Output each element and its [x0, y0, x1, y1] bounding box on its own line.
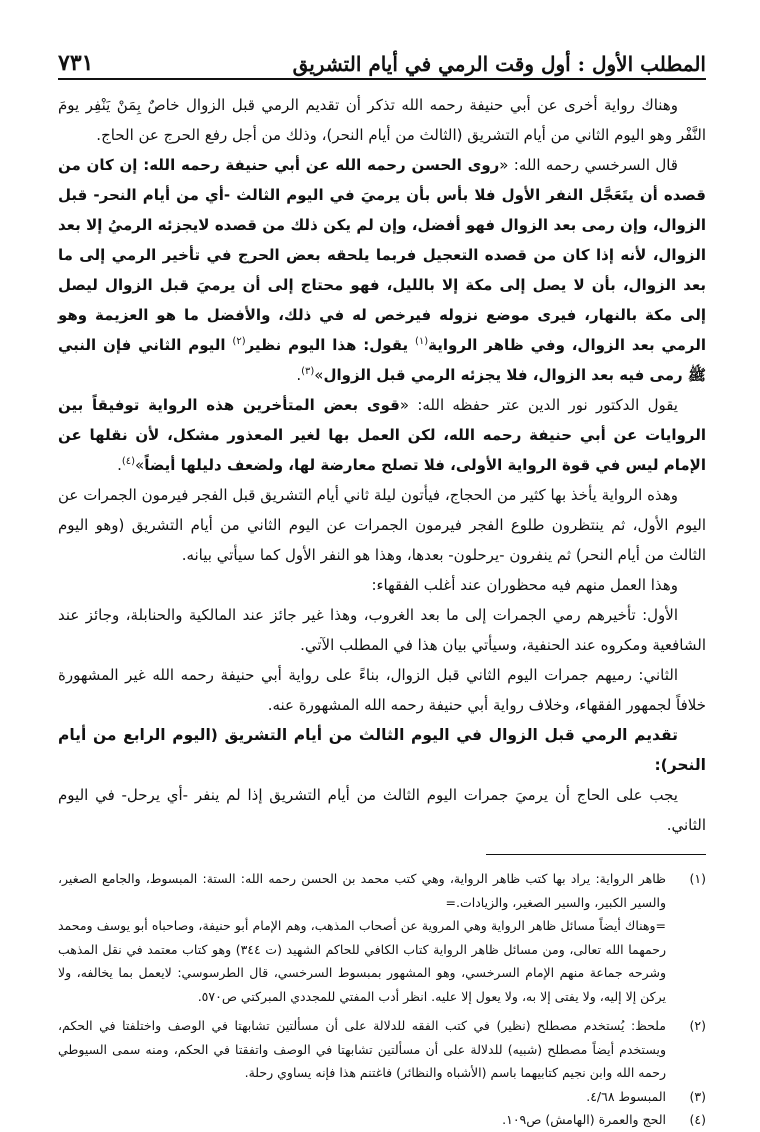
footnote-ref-4[interactable]: (٤) — [121, 456, 136, 467]
footnote-2 — [58, 1014, 706, 1085]
paragraph-7: الثاني: رميهم جمرات اليوم الثاني قبل الزوال، بناءً على رواية أبي حنيفة رحمه الله غير المشهورة خلافاً لجمهور الفقهاء، وخلاف رواية أبي حنيفة رحمه الله المشهورة عنه. — [58, 666, 706, 714]
footnote-text: الحج والعمرة (الهامش) ص١٠٩. — [502, 1112, 666, 1127]
footnote-ref-2[interactable]: (٢) — [232, 336, 246, 347]
paragraph-5: وهذا العمل منهم فيه محظوران عند أغلب الفقهاء: — [371, 576, 678, 594]
quote-intro: قال السرخسي رحمه الله: « — [499, 156, 678, 174]
footnote-number: (٣) — [689, 1088, 706, 1104]
paragraph-8: يجب على الحاج أن يرميَ جمرات اليوم الثالث من أيام التشريق إذا لم ينفر -أي يرحل- في اليوم الثاني. — [58, 786, 706, 834]
quote-intro: يقول الدكتور نور الدين عتر حفظه الله: « — [399, 396, 678, 414]
footnote-text: ملحظ: يُستخدم مصطلح (نظير) في كتب الفقه للدلالة على أن مسألتين تشابهتا في الوصف واختلفتا في الحكم، ويستخدم أيضاً مصطلح (شبيه) للدلالة على أن مسألتين تشابهتا في الوصف واتفقتا في الحكم، ومنه سمى السيوطي رحمه الله وابن نجيم كتابيهما باسم (الأشباه والنظائر) فاغتنم هذا فإنه يساوي رحلة. — [58, 1018, 666, 1080]
paragraph-1: وهناك رواية أخرى عن أبي حنيفة رحمه الله تذكر أن تقديم الرمي قبل الزوال خاصٌ بِمَنْ يَنْفِر يومَ النَّفْر وهو اليوم الثاني من أيام التشريق (الثالث من أيام النحر)، وذلك من أجل رفع الحرج عن الحاج. — [58, 96, 706, 144]
footnote-ref-3[interactable]: (٣) — [301, 366, 315, 377]
page-number: ٧٣١ — [58, 50, 94, 76]
footnote-1 — [58, 867, 706, 914]
paragraph-6: الأول: تأخيرهم رمي الجمرات إلى ما بعد الغروب، وهذا غير جائز عند المالكية والحنابلة، وجائز عند الشافعية ومكروه عند الحنفية، وسيأتي بيان هذا في المطلب الآتي. — [58, 606, 706, 654]
paragraph-3-quote: يقول الدكتور نور الدين عتر حفظه الله: «قوى بعض المتأخرين هذه الرواية توفيقاً بين الروايات عن أبي حنيفة رحمه الله، لكن العمل بها لغير المعذور مشكل، لأن نقلها عن الإمام ليس في قوة الرواية الأولى، فلا تصلح معارضة لها، ولضعف دليلها أيضاً»$^{(٤)}$. — [58, 396, 706, 474]
book-page — [58, 40, 707, 1127]
footnote-1-continuation: =وهناك أيضاً مسائل ظاهر الرواية وهي المروية عن أصحاب المذهب، وهم الإمام أبو حنيفة، وصاحباه أبو يوسف ومحمد رحمهما الله تعالى، ومن مسائل ظاهر الرواية كتاب الكافي للحاكم الشهيد (ت ٣٤٤) وهو كتاب معتمد في نقل المذهب وشرحه جماعة منهم الإمام السرخسي، وهو المشهور بمبسوط السرخسي، قال الطرسوسي: لايعمل بما يخالفه، ولا يركن إلا إليه، ولا يفتى إلا به، ولا يعول إلا عليه. انظر أدب المفتي للمجددي المبركتي ص٥٧٠. — [58, 918, 666, 1004]
footnote-number: (١) — [689, 871, 706, 886]
footnote-3 — [58, 1085, 706, 1109]
page-header — [58, 40, 706, 80]
footnote-number: (٢) — [689, 1018, 706, 1033]
subheading: تقديم الرمي قبل الزوال في اليوم الثالث من أيام التشريق (اليوم الرابع من أيام النحر): — [58, 726, 706, 774]
footnote-text: ظاهر الرواية: يراد بها كتب ظاهر الرواية، وهي كتب محمد بن الحسن رحمه الله: الستة: المبسوط، والجامع الصغير، والسير الكبير، والسير الصغير، والزيادات.= — [58, 871, 666, 910]
paragraph-2-quote: قال السرخسي رحمه الله: «روى الحسن رحمه الله عن أبي حنيفة رحمه الله: إن كان من قصده أن يتَعَجَّل النفر الأول فلا بأس بأن يرميَ في اليوم الثالث -أي من أيام النحر- قبل الزوال، وإن رمى بعد الزوال فهو أفضل، وإن لم يكن ذلك من قصده لايجزئه الرميُ إلا بعد الزوال، لأنه إذا كان من قصده التعجيل فربما يلحقه بعض الحرج في تأخير الرمي إلى ما بعد الزوال، بأن لا يصل إلى مكة إلا بالليل، فهو محتاج إلى أن يرميَ قبل الزوال ليصل إلى مكة بالنهار، فيرى موضع نزوله فيرخص له في ذلك، والأفضل ما هو العزيمة وهو الرمي بعد الزوال، وفي ظاهر الرواية$^{(١)}$ يقول: هذا اليوم نظير$^{(٢)}$ اليوم الثاني فإن النبي ﷺ رمى فيه بعد الزوال، فلا يجزئه الرمي قبل الزوال»$^{(٣)}$. — [58, 156, 707, 384]
footnote-number: (٤) — [689, 1112, 706, 1127]
quote-text-2: يقول: هذا اليوم نظير — [245, 336, 415, 354]
quote-close: » — [314, 366, 324, 384]
footnote-4 — [58, 1108, 706, 1132]
quote-close: » — [135, 456, 145, 474]
quote-text: قوى بعض المتأخرين هذه الرواية توفيقاً بين الروايات عن أبي حنيفة رحمه الله، لكن العمل بها لغير المعذور مشكل، لأن نقلها عن الإمام ليس في قوة الرواية الأولى، فلا تصلح معارضة لها، ولضعف دليلها أيضاً — [58, 396, 706, 474]
section-title: المطلب الأول : أول وقت الرمي في أيام التشريق — [292, 52, 706, 76]
paragraph-4: وهذه الرواية يأخذ بها كثير من الحجاج، فيأتون ليلة ثاني أيام التشريق قبل الفجر فيرمون الجمرات عن اليوم الأول، ثم ينتظرون طلوع الفجر فيرمون الجمرات عن اليوم الثاني من أيام التشريق (وهو اليوم الثالث من أيام النحر) ثم ينفرون -يرحلون- بعدها، وهذا هو النفر الأول كما سيأتي بيانه. — [58, 486, 706, 564]
quote-text-3: اليوم الثاني فإن النبي ﷺ رمى فيه بعد الزوال، فلا يجزئه الرمي قبل الزوال — [58, 336, 706, 384]
footnote-text: المبسوط ٤/٦٨. — [586, 1088, 666, 1104]
footnote-separator — [486, 854, 706, 855]
footnote-ref-1[interactable]: (١) — [414, 336, 429, 347]
footnotes — [58, 867, 706, 1132]
quote-text: روى الحسن رحمه الله عن أبي حنيفة رحمه الله: إن كان من قصده أن يتَعَجَّل النفر الأول فلا بأس بأن يرميَ في اليوم الثالث -أي من أيام النحر- قبل الزوال، وإن رمى بعد الزوال فهو أفضل، وإن لم يكن ذلك من قصده لايجزئه الرميُ إلا بعد الزوال، لأنه إذا كان من قصده التعجيل فربما يلحقه بعض الحرج في تأخير الرمي إلى ما بعد الزوال، بأن لا يصل إلى مكة إلا بالليل، فهو محتاج إلى أن يرميَ قبل الزوال ليصل إلى مكة بالنهار، فيرى موضع نزوله فيرخص له في ذلك، والأفضل ما هو العزيمة وهو الرمي بعد الزوال، وفي ظاهر الرواية — [58, 156, 707, 354]
main-text — [58, 90, 706, 840]
